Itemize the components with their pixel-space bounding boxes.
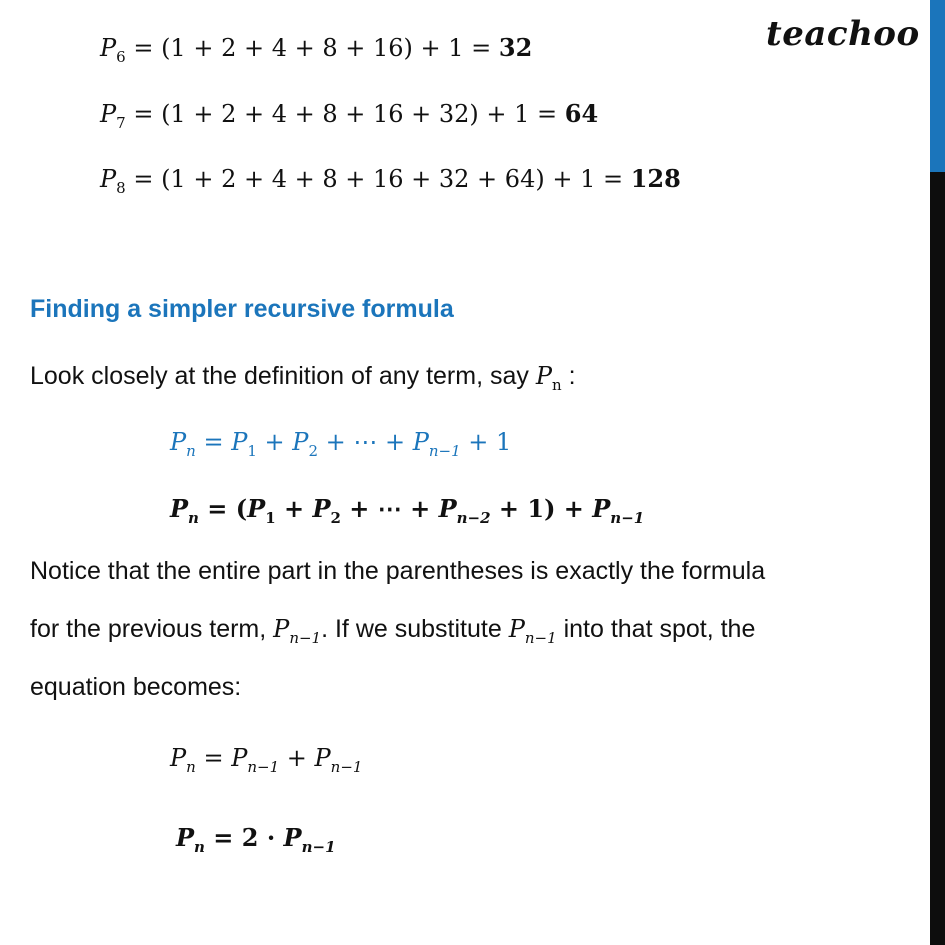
- equation-sum: $P_n = P_{n-1} + P_{n-1}$: [170, 744, 363, 776]
- sidebar-accent: [930, 0, 945, 172]
- equation-final: $P_n = 2 \cdot P_{n-1}$: [176, 823, 336, 856]
- paragraph-notice-line1: Notice that the entire part in the parentheses is exactly the formula: [30, 557, 766, 585]
- teachoo-logo: teachoo: [766, 14, 920, 54]
- equation-definition: $P_n = P_1 + P_2$ + ⋯ + $P_{n-1} + 1$: [170, 428, 512, 460]
- paragraph-intro: Look closely at the definition of any term, say $P_n$ :: [30, 362, 576, 394]
- equation-p6: $P_6 = (1 + 2 + 4 + 8 + 16) + 1 = 32$: [100, 33, 533, 66]
- paragraph-notice-line2: for the previous term, $P_{n-1}$. If we substitute $P_{n-1}$ into that spot, the: [30, 615, 756, 647]
- paragraph-notice-line3: equation becomes:: [30, 673, 242, 701]
- section-heading: Finding a simpler recursive formula: [30, 295, 454, 323]
- equation-grouped: $P_n = (P_1 + P_2$ + ⋯ + $P_{n-2} + 1) + P_{n-1}$: [170, 494, 645, 527]
- equation-p7: $P_7 = (1 + 2 + 4 + 8 + 16 + 32) + 1 = 64$: [100, 99, 599, 132]
- equation-p8: $P_8 = (1 + 2 + 4 + 8 + 16 + 32 + 64) + 1 = 128$: [100, 164, 681, 197]
